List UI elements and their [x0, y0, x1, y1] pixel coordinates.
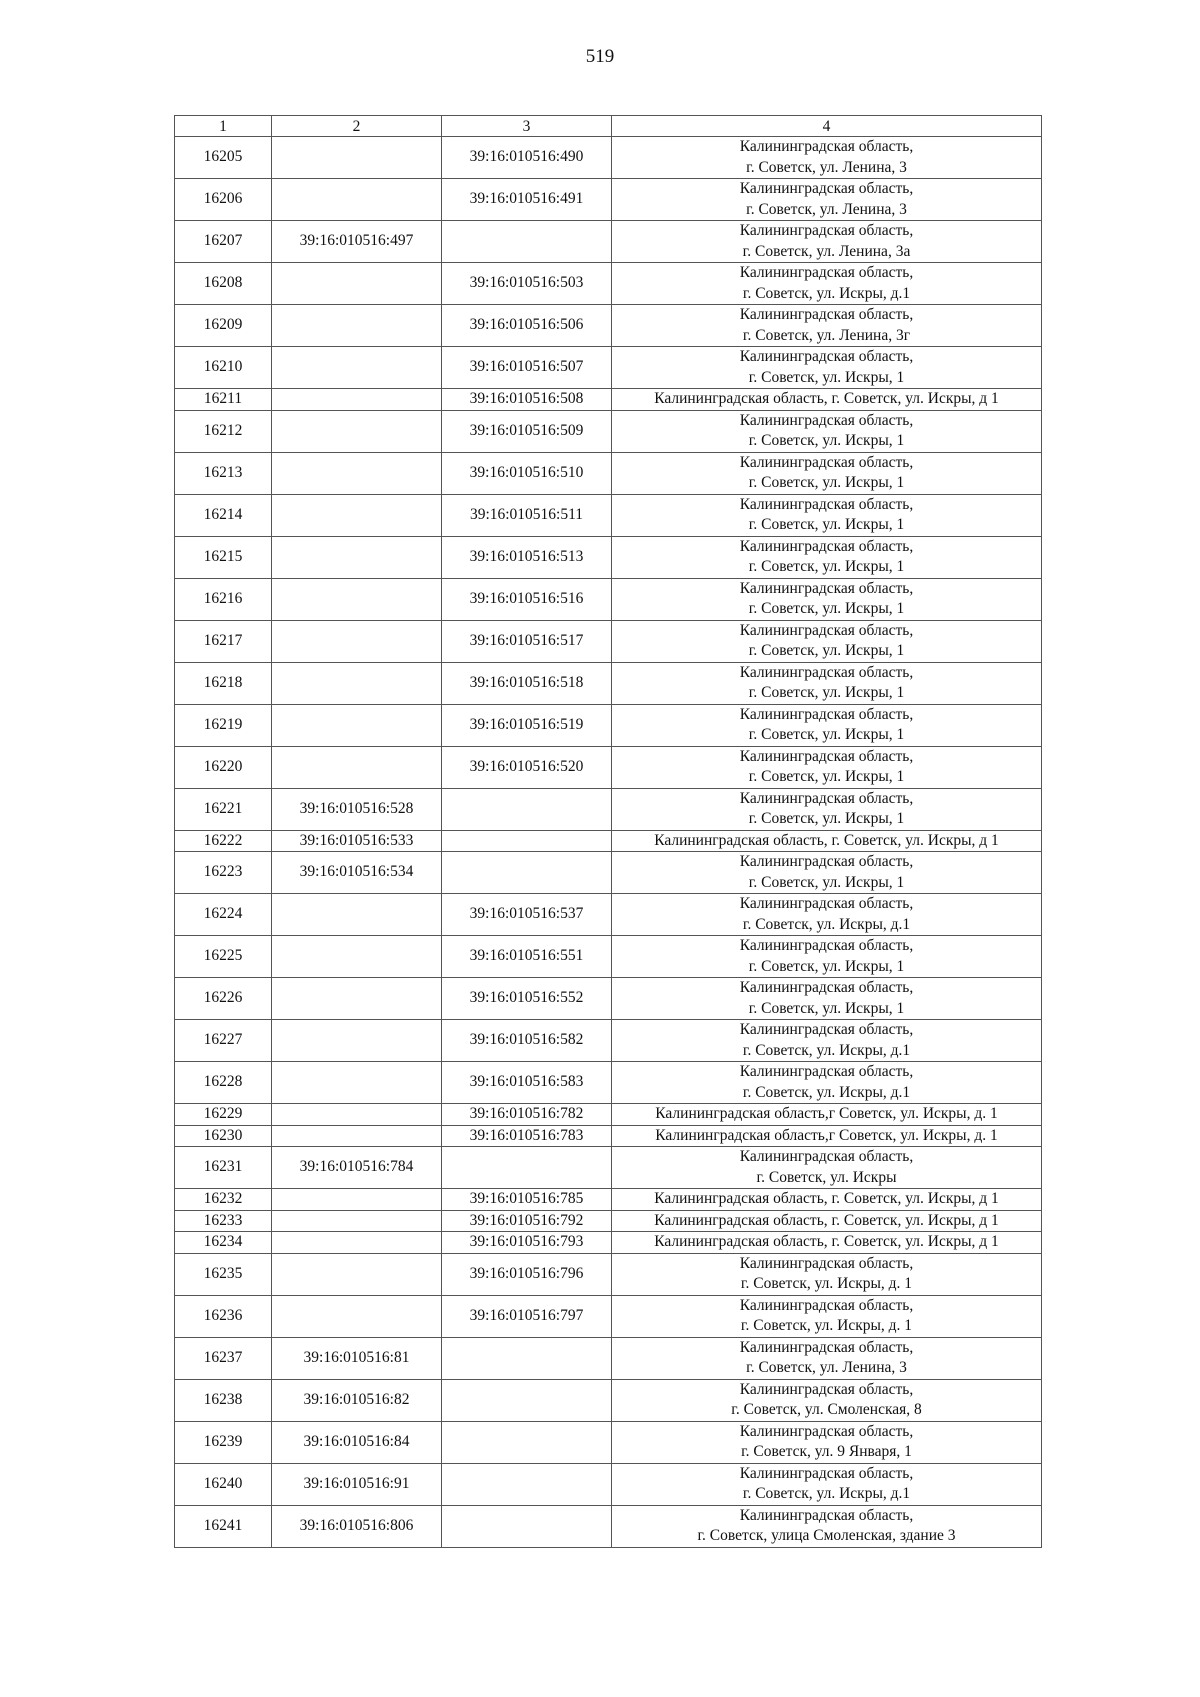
table-row — [175, 1463, 1042, 1505]
address-cell — [612, 1253, 1042, 1295]
table-row — [175, 1337, 1042, 1379]
table-row — [175, 137, 1042, 179]
cadastral-number-col2-cell — [272, 894, 442, 936]
address-cell — [612, 347, 1042, 389]
registry-table — [174, 115, 1042, 1548]
header-col-3: 3 — [442, 116, 612, 137]
page-number: 519 — [585, 46, 615, 67]
address-line: г. Советск, ул. Искры, 1 — [748, 600, 905, 617]
address-cell — [612, 746, 1042, 788]
address-line: Калининградская область, — [739, 1063, 914, 1080]
row-number-cell: 16239 — [175, 1421, 272, 1463]
address-line: Калининградская область, — [739, 1296, 914, 1314]
cadastral-number-col2-cell — [272, 410, 442, 452]
table-row — [175, 1210, 1042, 1232]
row-number-cell: 16213 — [175, 452, 272, 494]
address-cell — [612, 389, 1042, 411]
address-line: Калининградская область, — [739, 453, 914, 471]
address-line: Калининградская область,г Советск, ул. Искры, д. 1 — [655, 1126, 998, 1144]
address-line: г. Советск, ул. Ленина, 3 — [746, 200, 907, 218]
address-line: Калининградская область, — [739, 264, 914, 281]
address-line: Калининградская область, — [739, 1254, 914, 1272]
cadastral-number-col2-cell: 39:16:010516:533 — [272, 830, 442, 852]
address-cell — [612, 452, 1042, 494]
table-row — [175, 494, 1042, 536]
header-col-1: 1 — [175, 116, 272, 137]
table-row — [175, 620, 1042, 662]
table-row — [175, 1505, 1042, 1547]
cadastral-number-col3-cell: 39:16:010516:792 — [442, 1210, 612, 1232]
address-line: Калининградская область, — [739, 1021, 914, 1038]
cadastral-number-col2-cell — [272, 1104, 442, 1126]
cadastral-number-col2-cell — [272, 179, 442, 221]
address-line: г. Советск, ул. Искры, 1 — [748, 957, 905, 975]
address-line: г. Советск, ул. Ленина, 3 — [746, 158, 907, 176]
address-line: Калининградская область, г. Советск, ул. Искры, д 1 — [654, 1233, 999, 1250]
row-number-cell: 16216 — [175, 578, 272, 620]
address-line: Калининградская область, — [739, 348, 914, 365]
cadastral-number-col2-cell: 39:16:010516:84 — [272, 1421, 442, 1463]
table-row — [175, 452, 1042, 494]
header-col-4: 4 — [612, 116, 1042, 137]
table-row — [175, 746, 1042, 788]
row-number-cell: 16217 — [175, 620, 272, 662]
row-number-cell: 16225 — [175, 936, 272, 978]
address-cell — [612, 936, 1042, 978]
address-line: г. Советск, ул. Искры, 1 — [748, 684, 905, 701]
address-line: г. Советск, ул. Искры, д.1 — [742, 1041, 911, 1059]
cadastral-number-col3-cell: 39:16:010516:519 — [442, 704, 612, 746]
row-number-cell: 16211 — [175, 389, 272, 411]
address-cell — [612, 179, 1042, 221]
address-line: Калининградская область, — [739, 138, 914, 155]
row-number-cell: 16227 — [175, 1020, 272, 1062]
table-row — [175, 830, 1042, 852]
cadastral-number-col3-cell: 39:16:010516:510 — [442, 452, 612, 494]
address-cell — [612, 1463, 1042, 1505]
cadastral-number-col2-cell: 39:16:010516:806 — [272, 1505, 442, 1547]
cadastral-number-col2-cell — [272, 662, 442, 704]
cadastral-number-col2-cell: 39:16:010516:497 — [272, 221, 442, 263]
address-line: г. Советск, ул. Искры, 1 — [748, 558, 905, 575]
address-line: г. Советск, ул. Искры, д. 1 — [740, 1317, 913, 1334]
address-cell — [612, 662, 1042, 704]
row-number-cell: 16218 — [175, 662, 272, 704]
table-row — [175, 1232, 1042, 1254]
cadastral-number-col2-cell — [272, 1062, 442, 1104]
cadastral-number-col3-cell — [442, 788, 612, 830]
address-line: г. Советск, ул. Ленина, 3г — [742, 326, 911, 344]
address-line: г. Советск, ул. Искры, 1 — [748, 642, 905, 659]
address-cell — [612, 852, 1042, 894]
header-row — [175, 116, 1042, 137]
cadastral-number-col2-cell — [272, 1020, 442, 1062]
cadastral-number-col2-cell — [272, 978, 442, 1020]
cadastral-number-col2-cell: 39:16:010516:82 — [272, 1379, 442, 1421]
address-cell — [612, 830, 1042, 852]
address-cell — [612, 137, 1042, 179]
address-line: Калининградская область, — [739, 537, 914, 555]
address-cell — [612, 1104, 1042, 1126]
address-line: Калининградская область, — [739, 1148, 914, 1165]
address-line: Калининградская область, — [739, 895, 914, 912]
row-number-cell: 16209 — [175, 305, 272, 347]
address-line: г. Советск, ул. Искры, д.1 — [742, 1083, 911, 1101]
cadastral-number-col3-cell: 39:16:010516:793 — [442, 1232, 612, 1254]
address-line: Калининградская область, — [739, 411, 914, 429]
table-row — [175, 894, 1042, 936]
address-line: Калининградская область,г Советск, ул. Искры, д. 1 — [655, 1105, 998, 1122]
cadastral-number-col3-cell: 39:16:010516:491 — [442, 179, 612, 221]
row-number-cell: 16226 — [175, 978, 272, 1020]
cadastral-number-col2-cell — [272, 1210, 442, 1232]
table-row — [175, 662, 1042, 704]
address-line: Калининградская область, — [739, 495, 914, 513]
address-line: г. Советск, ул. Искры, 1 — [748, 999, 905, 1017]
address-line: г. Советск, ул. Ленина, 3а — [742, 242, 911, 260]
address-cell — [612, 1295, 1042, 1337]
row-number-cell: 16241 — [175, 1505, 272, 1547]
row-number-cell: 16220 — [175, 746, 272, 788]
address-cell — [612, 788, 1042, 830]
cadastral-number-col2-cell — [272, 704, 442, 746]
cadastral-number-col2-cell — [272, 137, 442, 179]
cadastral-number-col2-cell — [272, 1295, 442, 1337]
cadastral-number-col2-cell — [272, 347, 442, 389]
address-line: г. Советск, ул. Искры, 1 — [748, 726, 905, 743]
cadastral-number-col3-cell: 39:16:010516:511 — [442, 494, 612, 536]
cadastral-number-col3-cell — [442, 1421, 612, 1463]
address-cell — [612, 1147, 1042, 1189]
address-line: г. Советск, ул. Искры, д.1 — [742, 284, 911, 302]
address-cell — [612, 978, 1042, 1020]
row-number-cell: 16205 — [175, 137, 272, 179]
cadastral-number-col2-cell — [272, 536, 442, 578]
address-cell — [612, 410, 1042, 452]
row-number-cell: 16208 — [175, 263, 272, 305]
row-number-cell: 16234 — [175, 1232, 272, 1254]
address-line: Калининградская область, г. Советск, ул. Искры, д 1 — [654, 831, 999, 849]
table-row — [175, 1253, 1042, 1295]
table-body — [175, 137, 1042, 1548]
cadastral-number-col2-cell: 39:16:010516:784 — [272, 1147, 442, 1189]
address-cell — [612, 578, 1042, 620]
row-number-cell: 16206 — [175, 179, 272, 221]
address-line: г. Советск, ул. Искры, д.1 — [742, 1485, 911, 1502]
address-line: Калининградская область, — [739, 705, 914, 723]
cadastral-number-col3-cell — [442, 221, 612, 263]
address-line: Калининградская область, — [739, 1380, 914, 1398]
cadastral-number-col3-cell: 39:16:010516:509 — [442, 410, 612, 452]
cadastral-number-col3-cell: 39:16:010516:551 — [442, 936, 612, 978]
cadastral-number-col3-cell — [442, 1147, 612, 1189]
table-row — [175, 1379, 1042, 1421]
address-cell — [612, 305, 1042, 347]
row-number-cell: 16233 — [175, 1210, 272, 1232]
cadastral-number-col3-cell: 39:16:010516:782 — [442, 1104, 612, 1126]
address-line: г. Советск, ул. Искры, 1 — [748, 474, 905, 491]
address-line: Калининградская область, г. Советск, ул. Искры, д 1 — [654, 390, 999, 407]
address-cell — [612, 1379, 1042, 1421]
row-number-cell: 16222 — [175, 830, 272, 852]
table-row — [175, 536, 1042, 578]
cadastral-number-col2-cell — [272, 936, 442, 978]
address-line: Калининградская область, — [739, 937, 914, 954]
cadastral-number-col2-cell — [272, 746, 442, 788]
cadastral-number-col3-cell: 39:16:010516:506 — [442, 305, 612, 347]
table-row — [175, 1020, 1042, 1062]
cadastral-number-col2-cell — [272, 389, 442, 411]
cadastral-number-col3-cell: 39:16:010516:503 — [442, 263, 612, 305]
cadastral-number-col2-cell — [272, 578, 442, 620]
table-row — [175, 788, 1042, 830]
table-row — [175, 704, 1042, 746]
address-cell — [612, 1189, 1042, 1211]
address-line: Калининградская область, — [739, 1506, 914, 1524]
address-cell — [612, 1210, 1042, 1232]
address-line: г. Советск, ул. Искры, 1 — [748, 368, 905, 386]
table-row — [175, 221, 1042, 263]
cadastral-number-col3-cell: 39:16:010516:796 — [442, 1253, 612, 1295]
address-line: г. Советск, ул. Искры, 1 — [748, 516, 905, 533]
address-line: г. Советск, ул. Искры, д.1 — [742, 915, 911, 933]
cadastral-number-col2-cell — [272, 452, 442, 494]
cadastral-number-col3-cell: 39:16:010516:508 — [442, 389, 612, 411]
cadastral-number-col3-cell: 39:16:010516:507 — [442, 347, 612, 389]
address-line: г. Советск, ул. Искры — [756, 1168, 897, 1186]
cadastral-number-col3-cell: 39:16:010516:785 — [442, 1189, 612, 1211]
row-number-cell: 16235 — [175, 1253, 272, 1295]
table-row — [175, 389, 1042, 411]
address-line: Калининградская область, — [739, 306, 914, 323]
address-line: г. Советск, ул. Искры, 1 — [748, 873, 905, 891]
address-line: г. Советск, ул. Смоленская, 8 — [731, 1401, 922, 1418]
row-number-cell: 16215 — [175, 536, 272, 578]
address-cell — [612, 1337, 1042, 1379]
table-row — [175, 1295, 1042, 1337]
address-cell — [612, 1020, 1042, 1062]
address-cell — [612, 1505, 1042, 1547]
address-line: Калининградская область, — [739, 621, 914, 639]
table-row — [175, 347, 1042, 389]
address-cell — [612, 704, 1042, 746]
cadastral-number-col2-cell — [272, 494, 442, 536]
row-number-cell: 16221 — [175, 788, 272, 830]
address-line: Калининградская область, — [739, 180, 914, 197]
address-line: г. Советск, ул. Искры, 1 — [748, 768, 905, 785]
row-number-cell: 16237 — [175, 1337, 272, 1379]
table-row — [175, 578, 1042, 620]
address-line: Калининградская область, — [739, 853, 914, 870]
cadastral-number-col3-cell — [442, 852, 612, 894]
address-line: Калининградская область, — [739, 222, 914, 239]
address-line: Калининградская область, — [739, 1464, 914, 1482]
cadastral-number-col2-cell: 39:16:010516:91 — [272, 1463, 442, 1505]
table-row — [175, 1125, 1042, 1147]
row-number-cell: 16212 — [175, 410, 272, 452]
row-number-cell: 16231 — [175, 1147, 272, 1189]
address-line: г. Советск, ул. Искры, 1 — [748, 810, 905, 827]
cadastral-number-col3-cell: 39:16:010516:537 — [442, 894, 612, 936]
cadastral-number-col3-cell: 39:16:010516:520 — [442, 746, 612, 788]
header-col-2: 2 — [272, 116, 442, 137]
row-number-cell: 16228 — [175, 1062, 272, 1104]
cadastral-number-col3-cell: 39:16:010516:518 — [442, 662, 612, 704]
table-row — [175, 1062, 1042, 1104]
table-row — [175, 1147, 1042, 1189]
row-number-cell: 16214 — [175, 494, 272, 536]
cadastral-number-col3-cell: 39:16:010516:783 — [442, 1125, 612, 1147]
address-cell — [612, 494, 1042, 536]
row-number-cell: 16229 — [175, 1104, 272, 1126]
row-number-cell: 16230 — [175, 1125, 272, 1147]
address-line: г. Советск, ул. 9 Января, 1 — [741, 1443, 912, 1460]
cadastral-number-col2-cell — [272, 1232, 442, 1254]
address-line: г. Советск, ул. Ленина, 3 — [746, 1359, 907, 1376]
address-line: Калининградская область, — [739, 663, 914, 681]
address-line: г. Советск, ул. Искры, 1 — [748, 432, 905, 449]
table-row — [175, 410, 1042, 452]
cadastral-number-col2-cell — [272, 620, 442, 662]
table-row — [175, 305, 1042, 347]
table-row — [175, 978, 1042, 1020]
cadastral-number-col2-cell — [272, 1189, 442, 1211]
address-cell — [612, 263, 1042, 305]
cadastral-number-col3-cell: 39:16:010516:513 — [442, 536, 612, 578]
cadastral-number-col3-cell — [442, 1337, 612, 1379]
cadastral-number-col2-cell: 39:16:010516:81 — [272, 1337, 442, 1379]
cadastral-number-col2-cell — [272, 305, 442, 347]
address-cell — [612, 1062, 1042, 1104]
address-line: Калининградская область, — [739, 789, 914, 807]
cadastral-number-col2-cell — [272, 1125, 442, 1147]
cadastral-number-col3-cell — [442, 1505, 612, 1547]
cadastral-number-col2-cell — [272, 263, 442, 305]
cadastral-number-col2-cell: 39:16:010516:528 — [272, 788, 442, 830]
cadastral-number-col3-cell: 39:16:010516:797 — [442, 1295, 612, 1337]
cadastral-number-col3-cell: 39:16:010516:552 — [442, 978, 612, 1020]
address-line: Калининградская область, — [739, 1422, 914, 1440]
row-number-cell: 16219 — [175, 704, 272, 746]
row-number-cell: 16240 — [175, 1463, 272, 1505]
cadastral-number-col3-cell: 39:16:010516:582 — [442, 1020, 612, 1062]
cadastral-number-col3-cell: 39:16:010516:583 — [442, 1062, 612, 1104]
address-cell — [612, 1232, 1042, 1254]
address-cell — [612, 620, 1042, 662]
address-line: Калининградская область, — [739, 1338, 914, 1356]
cadastral-number-col3-cell: 39:16:010516:490 — [442, 137, 612, 179]
table-row — [175, 263, 1042, 305]
address-cell — [612, 894, 1042, 936]
address-line: г. Советск, ул. Искры, д. 1 — [740, 1275, 913, 1292]
address-cell — [612, 221, 1042, 263]
table-row — [175, 179, 1042, 221]
address-line: Калининградская область, г. Советск, ул. Искры, д 1 — [654, 1190, 999, 1207]
cadastral-number-col2-cell: 39:16:010516:534 — [272, 852, 442, 894]
address-line: Калининградская область, — [739, 747, 914, 765]
address-cell — [612, 536, 1042, 578]
row-number-cell: 16232 — [175, 1189, 272, 1211]
row-number-cell: 16210 — [175, 347, 272, 389]
table-header — [175, 116, 1042, 137]
table-row — [175, 936, 1042, 978]
address-cell — [612, 1125, 1042, 1147]
address-line: г. Советск, улица Смоленская, здание 3 — [697, 1527, 956, 1544]
table-row — [175, 1104, 1042, 1126]
address-cell — [612, 1421, 1042, 1463]
cadastral-number-col3-cell — [442, 1463, 612, 1505]
row-number-cell: 16207 — [175, 221, 272, 263]
cadastral-number-col3-cell — [442, 1379, 612, 1421]
cadastral-number-col3-cell: 39:16:010516:517 — [442, 620, 612, 662]
address-line: Калининградская область, — [739, 979, 914, 996]
row-number-cell: 16236 — [175, 1295, 272, 1337]
row-number-cell: 16224 — [175, 894, 272, 936]
row-number-cell: 16223 — [175, 852, 272, 894]
cadastral-number-col3-cell: 39:16:010516:516 — [442, 578, 612, 620]
row-number-cell: 16238 — [175, 1379, 272, 1421]
cadastral-number-col2-cell — [272, 1253, 442, 1295]
table-row — [175, 1421, 1042, 1463]
table-row — [175, 1189, 1042, 1211]
table-row — [175, 852, 1042, 894]
address-line: Калининградская область, — [739, 579, 914, 597]
cadastral-number-col3-cell — [442, 830, 612, 852]
address-line: Калининградская область, г. Советск, ул. Искры, д 1 — [654, 1211, 999, 1229]
